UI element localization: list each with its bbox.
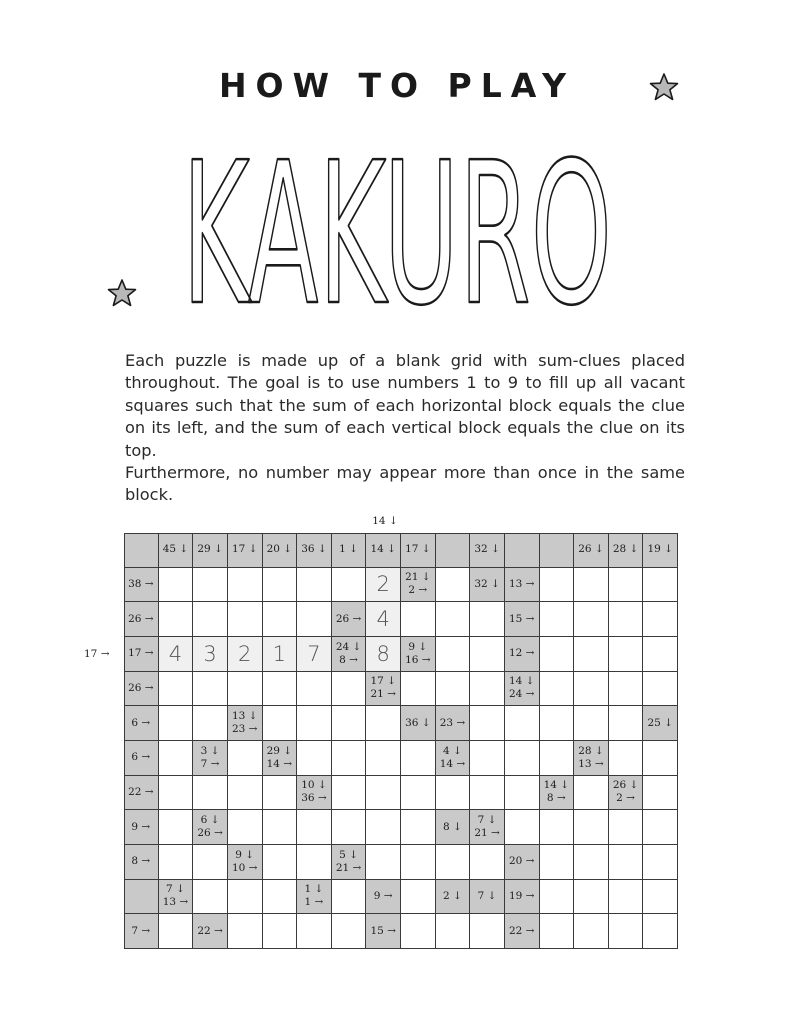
clue-cell: [505, 672, 540, 707]
clue-label: 26 →: [128, 612, 154, 625]
empty-cell: [470, 914, 505, 949]
empty-cell: [228, 672, 263, 707]
empty-cell: [228, 776, 263, 811]
clue-label: 10 →: [231, 861, 258, 874]
empty-cell: [436, 776, 471, 811]
empty-cell: [609, 914, 644, 949]
clue-cell: [366, 672, 401, 707]
empty-cell: [643, 810, 678, 845]
clue-cell: [124, 602, 159, 637]
clue-cell: [124, 880, 159, 915]
clue-label: 17 ↓: [405, 543, 431, 556]
empty-cell: [609, 602, 644, 637]
empty-cell: [193, 602, 228, 637]
empty-cell: [263, 706, 298, 741]
empty-cell: [540, 602, 575, 637]
clue-label: 6 →: [131, 751, 151, 764]
clue-cell: [159, 880, 194, 915]
empty-cell: [263, 810, 298, 845]
empty-cell: [332, 672, 367, 707]
empty-cell: [574, 845, 609, 880]
clue-label: 3 ↓: [200, 744, 220, 757]
empty-cell: [643, 845, 678, 880]
empty-cell: [263, 672, 298, 707]
empty-cell: [643, 602, 678, 637]
clue-label: 2 →: [408, 584, 428, 597]
empty-cell: [470, 776, 505, 811]
clue-label: 38 →: [128, 577, 154, 590]
clue-label: 1 →: [304, 896, 324, 909]
clue-cell: [401, 533, 436, 568]
clue-cell: [505, 533, 540, 568]
empty-cell: [332, 880, 367, 915]
empty-cell: [159, 672, 194, 707]
clue-label: 26 →: [335, 612, 362, 625]
empty-cell: [401, 602, 436, 637]
clue-cell: [263, 741, 298, 776]
clue-label: 21 →: [370, 688, 396, 701]
star-icon: [106, 278, 138, 308]
clue-label: 7 →: [131, 924, 151, 937]
clue-label: 45 ↓: [162, 543, 189, 556]
clue-label: 1 ↓: [339, 543, 358, 556]
filled-cell: 1: [263, 637, 298, 672]
empty-cell: [193, 880, 228, 915]
empty-cell: [470, 706, 505, 741]
empty-cell: [401, 776, 436, 811]
clue-label: 5 ↓: [339, 848, 358, 861]
clue-cell: [193, 533, 228, 568]
clue-label: 2 →: [616, 792, 635, 805]
empty-cell: [159, 568, 194, 603]
clue-cell: [263, 533, 298, 568]
empty-cell: [574, 880, 609, 915]
clue-cell: [332, 637, 367, 672]
clue-label: 17 ↓: [370, 675, 396, 688]
clue-label: 14 ↓: [508, 675, 535, 688]
clue-cell: [332, 602, 367, 637]
empty-cell: [297, 810, 332, 845]
empty-cell: [263, 845, 298, 880]
empty-cell: [332, 741, 367, 776]
empty-cell: [505, 741, 540, 776]
clue-label: 21 ↓: [405, 571, 431, 584]
clue-label: 26 →: [128, 681, 154, 694]
clue-label: 28 ↓: [612, 543, 639, 556]
empty-cell: [159, 810, 194, 845]
clue-cell: [505, 914, 540, 949]
clue-label: 21 →: [474, 827, 500, 840]
empty-cell: [332, 776, 367, 811]
clue-cell: [436, 741, 471, 776]
empty-cell: [643, 568, 678, 603]
empty-cell: [470, 637, 505, 672]
empty-cell: [159, 741, 194, 776]
clue-label: 36 →: [301, 792, 327, 805]
empty-cell: [159, 602, 194, 637]
clue-cell: [297, 533, 332, 568]
clue-cell: [228, 533, 263, 568]
empty-cell: [540, 845, 575, 880]
clue-label: 9 →: [373, 889, 393, 902]
clue-label: 14 →: [266, 757, 293, 770]
empty-cell: [609, 810, 644, 845]
empty-cell: [574, 810, 609, 845]
filled-cell: 7: [297, 637, 332, 672]
clue-cell: [643, 706, 678, 741]
empty-cell: [263, 602, 298, 637]
empty-cell: [643, 776, 678, 811]
clue-cell: [401, 637, 436, 672]
clue-label: 24 →: [508, 688, 535, 701]
empty-cell: [540, 880, 575, 915]
empty-cell: [159, 776, 194, 811]
empty-cell: [366, 845, 401, 880]
clue-cell: [470, 880, 505, 915]
clue-label: 6 ↓: [200, 814, 220, 827]
clue-label: 14 ↓: [370, 543, 396, 556]
filled-cell: 3: [193, 637, 228, 672]
empty-cell: [332, 568, 367, 603]
clue-label: 17 →: [128, 647, 154, 660]
empty-cell: [297, 914, 332, 949]
clue-label: 8 →: [131, 855, 151, 868]
clue-label: 20 ↓: [266, 543, 293, 556]
empty-cell: [228, 810, 263, 845]
clue-cell: [297, 776, 332, 811]
clue-label: 23 →: [231, 723, 258, 736]
clue-cell: [436, 880, 471, 915]
empty-cell: [366, 706, 401, 741]
clue-cell: [124, 776, 159, 811]
empty-cell: [193, 706, 228, 741]
clue-cell: [124, 845, 159, 880]
clue-cell: [540, 776, 575, 811]
empty-cell: [228, 602, 263, 637]
clue-cell: [609, 776, 644, 811]
empty-cell: [366, 776, 401, 811]
clue-label: 4 ↓: [443, 744, 462, 757]
clue-cell: [124, 637, 159, 672]
clue-label: 15 →: [370, 924, 396, 937]
clue-cell: [609, 533, 644, 568]
empty-cell: [263, 880, 298, 915]
empty-cell: [505, 706, 540, 741]
clue-cell: [505, 845, 540, 880]
clue-label: 7 ↓: [166, 883, 185, 896]
clue-label: 7 →: [200, 757, 220, 770]
empty-cell: [470, 602, 505, 637]
empty-cell: [436, 672, 471, 707]
empty-cell: [609, 637, 644, 672]
empty-cell: [609, 706, 644, 741]
empty-cell: [228, 914, 263, 949]
clue-label: 32 ↓: [474, 577, 500, 590]
filled-cell: 4: [159, 637, 194, 672]
clue-cell: [228, 845, 263, 880]
empty-cell: [228, 741, 263, 776]
empty-cell: [159, 845, 194, 880]
empty-cell: [540, 914, 575, 949]
clue-label: 13 ↓: [231, 710, 258, 723]
clue-cell: [470, 568, 505, 603]
clue-label: 24 ↓: [335, 640, 362, 653]
clue-label: 36 ↓: [301, 543, 327, 556]
empty-cell: [540, 706, 575, 741]
empty-cell: [505, 776, 540, 811]
clue-cell: [228, 706, 263, 741]
instructions-text: [125, 350, 685, 507]
clue-label: 17 ↓: [231, 543, 258, 556]
clue-cell: [540, 533, 575, 568]
empty-cell: [401, 810, 436, 845]
clue-cell: [401, 706, 436, 741]
empty-cell: [263, 568, 298, 603]
clue-cell: [574, 533, 609, 568]
empty-cell: [470, 741, 505, 776]
empty-cell: [609, 880, 644, 915]
empty-cell: [540, 568, 575, 603]
clue-label: 25 ↓: [647, 716, 673, 729]
clue-cell: [124, 706, 159, 741]
clue-cell: [124, 672, 159, 707]
clue-label: 36 ↓: [405, 716, 431, 729]
clue-label: 8 ↓: [443, 820, 462, 833]
clue-label: 6 →: [131, 716, 151, 729]
empty-cell: [401, 914, 436, 949]
clue-label: 7 ↓: [477, 889, 497, 902]
empty-cell: [540, 672, 575, 707]
clue-cell: [366, 880, 401, 915]
filled-cell: 2: [228, 637, 263, 672]
clue-cell: [124, 810, 159, 845]
filled-cell: 8: [366, 637, 401, 672]
clue-label: 22 →: [508, 924, 535, 937]
clue-cell: [470, 810, 505, 845]
empty-cell: [505, 810, 540, 845]
clue-label: 13 →: [162, 896, 189, 909]
clue-cell: [332, 845, 367, 880]
empty-cell: [436, 568, 471, 603]
empty-cell: [609, 741, 644, 776]
empty-cell: [228, 568, 263, 603]
clue-label: 10 ↓: [301, 779, 327, 792]
empty-cell: [193, 776, 228, 811]
clue-label: 26 →: [197, 827, 223, 840]
clue-label: 19 →: [508, 889, 535, 902]
empty-cell: [574, 706, 609, 741]
clue-label: 7 ↓: [477, 814, 497, 827]
clue-label: 23 →: [439, 716, 466, 729]
clue-label: 9 ↓: [235, 848, 255, 861]
clue-cell: [643, 533, 678, 568]
empty-cell: [540, 810, 575, 845]
empty-cell: [401, 672, 436, 707]
empty-cell: [643, 880, 678, 915]
empty-cell: [193, 672, 228, 707]
empty-cell: [297, 741, 332, 776]
empty-cell: [470, 672, 505, 707]
clue-label: 16 →: [405, 653, 431, 666]
clue-cell: [505, 637, 540, 672]
empty-cell: [436, 602, 471, 637]
empty-cell: [297, 568, 332, 603]
empty-cell: [470, 845, 505, 880]
empty-cell: [643, 637, 678, 672]
clue-label: 13 →: [508, 577, 535, 590]
clue-cell: [505, 602, 540, 637]
clue-cell: [193, 741, 228, 776]
clue-cell: [124, 914, 159, 949]
clue-label: 8 →: [546, 792, 566, 805]
clue-label: 20 →: [508, 855, 535, 868]
empty-cell: [609, 672, 644, 707]
clue-cell: [193, 914, 228, 949]
empty-cell: [574, 602, 609, 637]
clue-cell: [159, 533, 194, 568]
star-icon: [648, 72, 680, 102]
clue-label: 29 ↓: [266, 744, 293, 757]
clue-label: 1 ↓: [304, 883, 324, 896]
empty-cell: [297, 672, 332, 707]
empty-cell: [228, 880, 263, 915]
clue-label: 8 →: [339, 653, 358, 666]
empty-cell: [574, 914, 609, 949]
empty-cell: [609, 845, 644, 880]
empty-cell: [263, 776, 298, 811]
empty-cell: [159, 706, 194, 741]
empty-cell: [297, 706, 332, 741]
kakuro-grid: [124, 533, 678, 949]
empty-cell: [297, 845, 332, 880]
clue-label: 26 ↓: [578, 543, 604, 556]
empty-cell: [574, 568, 609, 603]
clue-cell: [124, 533, 159, 568]
empty-cell: [401, 880, 436, 915]
clue-label: 15 →: [508, 612, 535, 625]
filled-cell: 2: [366, 568, 401, 603]
clue-cell: [332, 533, 367, 568]
empty-cell: [436, 845, 471, 880]
clue-label: 26 ↓: [612, 779, 639, 792]
empty-cell: [436, 637, 471, 672]
clue-label: 9 →: [131, 820, 151, 833]
clue-label: 21 →: [335, 861, 362, 874]
clue-label: 12 →: [508, 647, 535, 660]
clue-cell: [470, 533, 505, 568]
clue-cell: [193, 810, 228, 845]
clue-label: 14 →: [439, 757, 466, 770]
empty-cell: [159, 914, 194, 949]
clue-cell: [436, 706, 471, 741]
instructions-paragraph: Each puzzle is made up of a blank grid with sum-clues placed throughout. The goal is to use numbers 1 to 9 to fill up all vacant squares such that the sum of each horizontal block equals the clue on its left, and the sum of each vertical block equals the clue on its top.: [125, 351, 685, 460]
clue-cell: [505, 880, 540, 915]
clue-label: 19 ↓: [647, 543, 673, 556]
empty-cell: [401, 741, 436, 776]
empty-cell: [332, 810, 367, 845]
empty-cell: [609, 568, 644, 603]
empty-cell: [436, 914, 471, 949]
empty-cell: [332, 914, 367, 949]
clue-label: 22 →: [197, 924, 223, 937]
clue-label: 32 ↓: [474, 543, 500, 556]
clue-cell: [124, 568, 159, 603]
empty-cell: [643, 672, 678, 707]
clue-cell: [401, 568, 436, 603]
empty-cell: [332, 706, 367, 741]
clue-cell: [366, 533, 401, 568]
empty-cell: [366, 810, 401, 845]
clue-cell: [505, 568, 540, 603]
kakuro-title-text: KAKURO: [182, 121, 612, 320]
clue-cell: [366, 914, 401, 949]
empty-cell: [297, 602, 332, 637]
clue-label: 14 ↓: [543, 779, 570, 792]
empty-cell: [263, 914, 298, 949]
outside-top-clue: 14 ↓: [372, 515, 398, 527]
clue-cell: [124, 741, 159, 776]
how-to-play-heading: HOW TO PLAY: [218, 66, 576, 105]
empty-cell: [540, 741, 575, 776]
clue-label: 22 →: [128, 785, 154, 798]
empty-cell: [193, 845, 228, 880]
empty-cell: [540, 637, 575, 672]
outside-left-clue: 17 →: [84, 648, 110, 660]
empty-cell: [401, 845, 436, 880]
empty-cell: [193, 568, 228, 603]
empty-cell: [366, 741, 401, 776]
empty-cell: [574, 776, 609, 811]
empty-cell: [574, 637, 609, 672]
clue-cell: [297, 880, 332, 915]
instructions-paragraph: Furthermore, no number may appear more than once in the same block.: [125, 463, 685, 505]
filled-cell: 4: [366, 602, 401, 637]
empty-cell: [643, 914, 678, 949]
clue-cell: [574, 741, 609, 776]
clue-label: 9 ↓: [408, 640, 428, 653]
clue-cell: [436, 810, 471, 845]
clue-label: 13 →: [578, 757, 604, 770]
empty-cell: [643, 741, 678, 776]
clue-label: 28 ↓: [578, 744, 604, 757]
clue-label: 2 ↓: [443, 889, 462, 902]
empty-cell: [574, 672, 609, 707]
clue-cell: [436, 533, 471, 568]
clue-label: 29 ↓: [197, 543, 223, 556]
